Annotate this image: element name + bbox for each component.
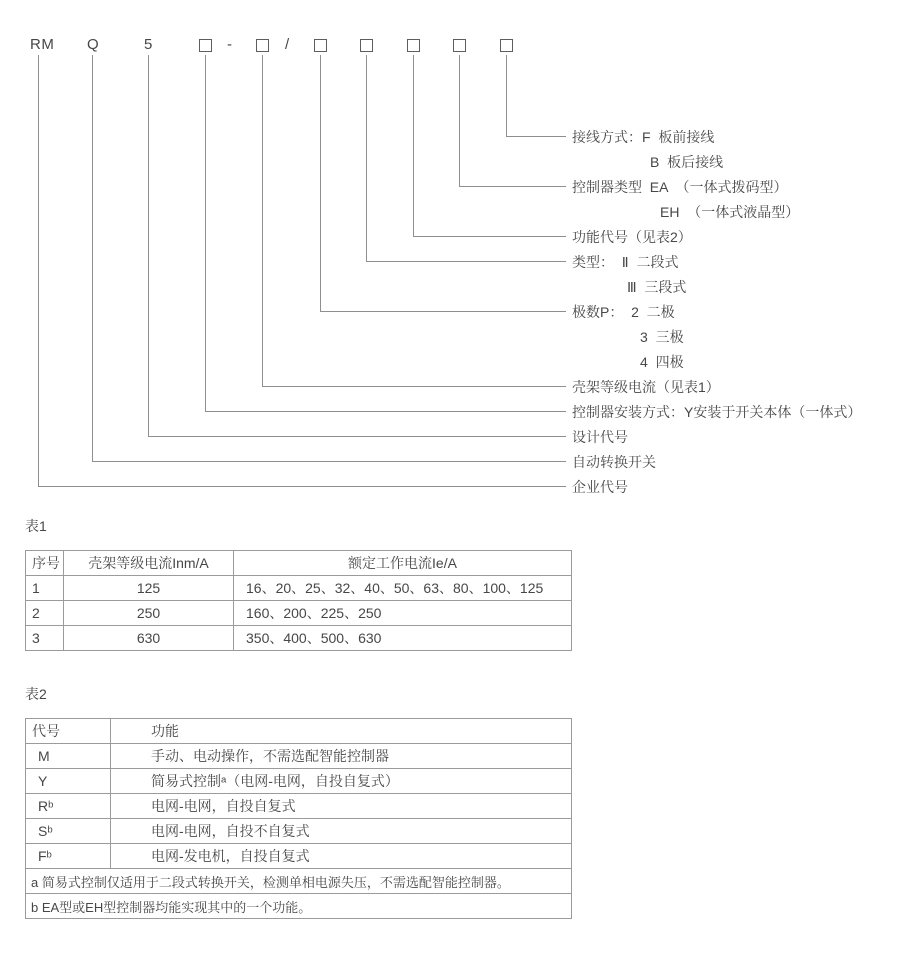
label-controller-mounting: 控制器安装方式：Y安装于开关本体（一体式）: [572, 404, 862, 420]
label-frame-current: 壳架等级电流（见表1）: [572, 379, 720, 395]
table2-cell-function: 电网-电网，自投自复式: [111, 794, 572, 819]
table2-note-a-row: [26, 869, 572, 894]
code-box-frame-current: [256, 39, 269, 52]
table2-note-b-row: [26, 894, 572, 919]
table1-cell-seq: 2: [26, 601, 64, 626]
code-box-wiring: [500, 39, 513, 52]
table2-cell-function: 电网-发电机，自投自复式: [111, 844, 572, 869]
label-controller-type: 控制器类型 EA （一体式拨码型）: [572, 179, 788, 195]
table2-row-m: [26, 744, 572, 769]
table1-cell-frame: 630: [64, 626, 234, 651]
label-function-code: 功能代号（见表2）: [572, 229, 692, 245]
label-poles: 极数P： 2 二极: [572, 304, 675, 320]
table1-frame-currents: [25, 550, 572, 651]
label-design-code: 设计代号: [572, 429, 628, 445]
code-box-poles: [314, 39, 327, 52]
label-controller-type-eh: EH （一体式液晶型）: [660, 204, 800, 220]
code-dash: -: [227, 36, 233, 53]
table2-row-y: [26, 769, 572, 794]
table2-header-function: 功能: [111, 719, 572, 744]
label-wiring-method: 接线方式：F 板前接线: [572, 129, 715, 145]
label-stage-type-iii: Ⅲ 三段式: [627, 279, 687, 295]
table1-cell-seq: 3: [26, 626, 64, 651]
label-transfer-switch: 自动转换开关: [572, 454, 656, 470]
label-enterprise-code: 企业代号: [572, 479, 628, 495]
table1-cell-rated: 160、200、225、250: [234, 601, 572, 626]
code-slash: /: [285, 36, 290, 53]
label-stage-type: 类型： Ⅱ 二段式: [572, 254, 679, 270]
table2-cell-function: 手动、电动操作，不需选配智能控制器: [111, 744, 572, 769]
table2-cell-function: 电网-电网，自投不自复式: [111, 819, 572, 844]
table2-cell-code: Fᵇ: [26, 844, 111, 869]
table2-row-s: [26, 819, 572, 844]
table2-cell-code: Rᵇ: [26, 794, 111, 819]
table2-header-code: 代号: [26, 719, 111, 744]
leader-line-enterprise: [38, 55, 566, 487]
table2-row-f: [26, 844, 572, 869]
table1-cell-rated: 350、400、500、630: [234, 626, 572, 651]
code-prefix-rm: RM: [30, 36, 55, 53]
code-box-stage-type: [360, 39, 373, 52]
table1-cell-frame: 250: [64, 601, 234, 626]
table2-cell-code: Sᵇ: [26, 819, 111, 844]
label-wiring-method-b: B 板后接线: [650, 154, 724, 170]
label-poles-3: 3 三极: [640, 329, 684, 345]
label-poles-4: 4 四极: [640, 354, 684, 370]
code-prefix-5: 5: [144, 36, 153, 53]
table2-note-b: b EA型或EH型控制器均能实现其中的一个功能。: [26, 894, 572, 919]
table1-cell-frame: 125: [64, 576, 234, 601]
code-box-mounting: [199, 39, 212, 52]
table1-cell-rated: 16、20、25、32、40、50、63、80、100、125: [234, 576, 572, 601]
table2-note-a: a 简易式控制仅适用于二段式转换开关，检测单相电源失压，不需选配智能控制器。: [26, 869, 572, 894]
table1-row-2: [26, 601, 572, 626]
table1-cell-seq: 1: [26, 576, 64, 601]
table2-header-row: [26, 719, 572, 744]
table2-row-r: [26, 794, 572, 819]
table1-header-rated: 额定工作电流Ie/A: [234, 551, 572, 576]
table2-cell-code: M: [26, 744, 111, 769]
table2-caption: 表2: [25, 686, 47, 702]
table2-function-codes: [25, 718, 572, 919]
table2-cell-function: 简易式控制ᵃ（电网-电网，自投自复式）: [111, 769, 572, 794]
table1-caption: 表1: [25, 518, 47, 534]
code-box-function: [407, 39, 420, 52]
table1-row-1: [26, 576, 572, 601]
table2-cell-code: Y: [26, 769, 111, 794]
table1-header-frame: 壳架等级电流Inm/A: [64, 551, 234, 576]
code-prefix-q: Q: [87, 36, 100, 53]
table1-header-seq: 序号: [26, 551, 64, 576]
table1-row-3: [26, 626, 572, 651]
table1-header-row: [26, 551, 572, 576]
code-box-controller: [453, 39, 466, 52]
